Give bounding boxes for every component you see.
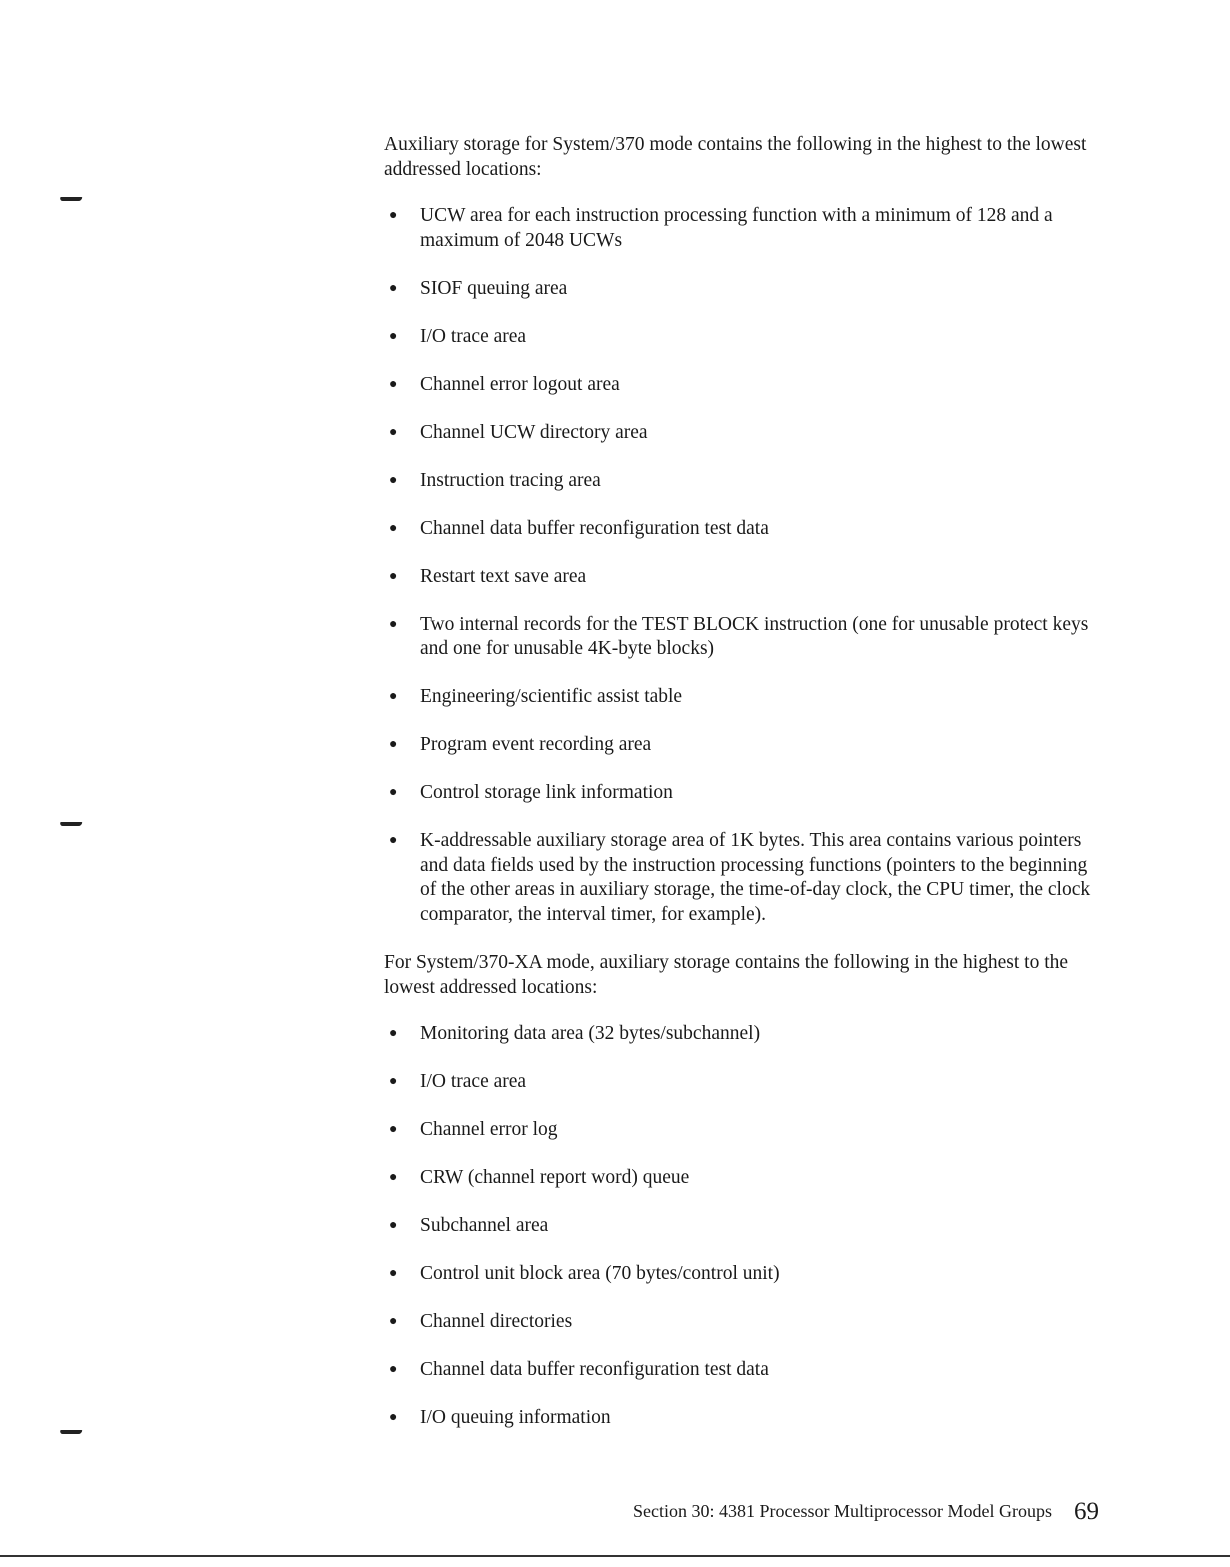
list-item-text: K-addressable auxiliary storage area of 1K bytes. This area contains various pointers and data fields used by the instruction processing functions (pointers to the beginning of the other areas in auxiliary storage, the time-of-day clock, the CPU timer, the clock comparator, the interval timer, for example). [420, 830, 1091, 925]
list-item-text: I/O trace area [420, 1071, 527, 1092]
list-item [384, 1262, 1104, 1287]
bullet-icon: ● [389, 376, 398, 392]
list-item [384, 325, 1104, 350]
list-item [384, 204, 1104, 253]
footer-section-title: Section 30: 4381 Processor Multiprocessor Model Groups [633, 1501, 1052, 1521]
bullet-icon: ● [389, 328, 398, 344]
list-item [384, 277, 1104, 302]
list-item-text: Channel UCW directory area [420, 421, 648, 443]
bullet-icon: ● [389, 785, 398, 800]
page-footer [633, 1496, 1099, 1524]
list-item-text: Channel error logout area [420, 373, 620, 395]
bullet-icon: ● [389, 737, 398, 752]
bullet-icon: ● [389, 1218, 398, 1233]
page-number: 69 [1074, 1498, 1099, 1525]
bullet-icon: ● [389, 1170, 398, 1185]
bullet-icon: ● [389, 1074, 398, 1089]
list-item [384, 373, 1104, 398]
list-item [384, 1070, 1104, 1095]
list-item [384, 1166, 1104, 1191]
list-item-text: UCW area for each instruction processing function with a minimum of 128 and a maximum of 2048 UCWs [420, 205, 1053, 251]
bullet-icon: ● [389, 1122, 398, 1137]
bullet-icon: ● [389, 208, 398, 223]
list-item-text: Instruction tracing area [420, 469, 601, 491]
list-item-text: Channel data buffer reconfiguration test data [420, 517, 769, 539]
bullet-icon: ● [389, 1410, 398, 1425]
list-item [384, 685, 1104, 710]
list-item [384, 1406, 1104, 1431]
bottom-rule [0, 1555, 1230, 1557]
section2-intro: For System/370-XA mode, auxiliary storage contains the following in the highest to the lowest addressed locations: [384, 952, 1069, 998]
list-item [384, 1310, 1104, 1335]
binder-hole-mark [60, 197, 83, 201]
list-item [384, 1022, 1104, 1047]
bullet-icon: ● [389, 833, 398, 848]
bullet-icon: ● [389, 1026, 398, 1041]
list-item [384, 613, 1104, 662]
list-item-text: Engineering/scientific assist table [420, 686, 683, 707]
bullet-icon: ● [389, 280, 398, 296]
list-item-text: I/O trace area [420, 325, 527, 347]
bullet-icon: ● [389, 689, 398, 704]
list-item [384, 1214, 1104, 1239]
list-item-text: Two internal records for the TEST BLOCK instruction (one for unusable protect keys and one for unusable 4K-byte blocks) [420, 613, 1089, 659]
list-item [384, 421, 1104, 446]
list-item-text: Restart text save area [420, 565, 587, 587]
bullet-icon: ● [389, 1362, 398, 1377]
list-item [384, 781, 1104, 806]
section1-list [384, 204, 1104, 927]
list-item [384, 1118, 1104, 1143]
list-item-text: Channel directories [420, 1311, 573, 1332]
list-item-text: Channel error log [420, 1119, 558, 1140]
list-item-text: Control storage link information [420, 782, 673, 803]
list-item-text: I/O queuing information [420, 1407, 611, 1428]
bullet-icon: ● [389, 472, 398, 488]
list-item-text: Control unit block area (70 bytes/control unit) [420, 1263, 780, 1284]
list-item-text: CRW (channel report word) queue [420, 1167, 690, 1188]
list-item [384, 1358, 1104, 1383]
list-item [384, 517, 1104, 542]
binder-hole-mark [60, 1430, 83, 1434]
list-item-text: Subchannel area [420, 1215, 549, 1236]
bullet-icon: ● [389, 424, 398, 440]
list-item [384, 829, 1104, 927]
bullet-icon: ● [389, 616, 398, 632]
bullet-icon: ● [389, 568, 398, 584]
list-item-text: Channel data buffer reconfiguration test data [420, 1359, 769, 1380]
list-item [384, 733, 1104, 758]
page-body [384, 133, 1104, 1455]
bullet-icon: ● [389, 1314, 398, 1329]
list-item-text: Program event recording area [420, 734, 652, 755]
binder-hole-mark [60, 822, 83, 826]
bullet-icon: ● [389, 1266, 398, 1281]
section1-intro: Auxiliary storage for System/370 mode contains the following in the highest to the lowest addressed locations: [384, 134, 1087, 180]
section2-list [384, 1022, 1104, 1431]
list-item [384, 565, 1104, 590]
list-item-text: SIOF queuing area [420, 277, 568, 299]
list-item-text: Monitoring data area (32 bytes/subchannel) [420, 1023, 761, 1044]
bullet-icon: ● [389, 520, 398, 536]
list-item [384, 469, 1104, 494]
